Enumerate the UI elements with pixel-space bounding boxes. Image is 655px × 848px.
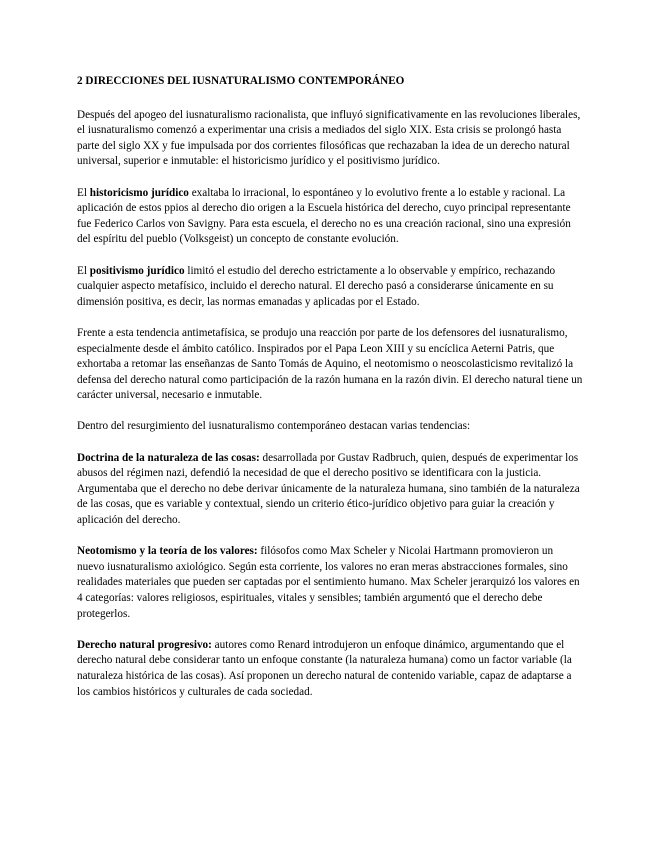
intro-paragraph: Después del apogeo del iusnaturalismo racionalista, que influyó significativamente en las revoluciones liberales, el iusnaturalismo comenzó a experimentar una crisis a mediados del siglo XIX. Esta crisis se prolongó hasta parte del siglo XX y fue impulsada por dos corrientes filosóficas que rechazaban la idea de un derecho natural universal, superior e inmutable: el historicismo jurídico y el positivismo jurídico. [77, 108, 581, 168]
progresivo-paragraph [77, 638, 583, 700]
neotomismo-term: Neotomismo y la teoría de los valores: [77, 545, 258, 558]
historicismo-prefix: El [77, 186, 90, 199]
section-heading: 2 DIRECCIONES DEL IUSNATURALISMO CONTEMPORÁNEO [77, 75, 405, 87]
doctrina-term: Doctrina de la naturaleza de las cosas: [77, 451, 260, 464]
tendencias-intro-paragraph: Dentro del resurgimiento del iusnaturalismo contemporáneo destacan varias tendencias: [77, 420, 471, 433]
document-page [77, 74, 583, 716]
progresivo-term: Derecho natural progresivo: [77, 638, 212, 651]
neotomismo-paragraph [77, 544, 583, 622]
reaccion-paragraph: Frente a esta tendencia antimetafísica, se produjo una reacción por parte de los defensores del iusnaturalismo, especialmente desde el ámbito católico. Inspirados por el Papa Leon XIII y su encíclica Aeterni Patris, que exhortaba a retomar las enseñanzas de Santo Tomás de Aquino, el neotomismo o neoscolasticismo revitalizó la defensa del derecho natural como participación de la razón humana en la razón divin. El derecho natural tiene un carácter universal, necesario e inmutable. [77, 326, 583, 402]
doctrina-text: desarrollada por Gustav Radbruch, quien, después de experimentar los abusos del régimen nazi, defendió la necesidad de que el derecho positivo se identificara con la justicia. Argumentaba que el derecho no debe derivar únicamente de la naturaleza humana, sino también de la naturaleza de las cosas, que es variable y contextual, siendo un criterio ético-jurídico objetivo para guiar la creación y aplicación del derecho. [77, 451, 580, 527]
historicismo-term: historicismo jurídico [89, 186, 189, 199]
neotomismo-text: filósofos como Max Scheler y Nicolai Hartmann promovieron un nuevo iusnaturalismo axiológico. Según esta corriente, los valores no eran meras abstracciones formales, sino realidades materiales que pueden ser captadas por el sentimiento humano. Max Scheler jerarquizó los valores en 4 categorías: valores religiosos, espirituales, vitales y sensibles; también argumentó que el derecho debe protegerlos. [77, 545, 580, 620]
positivismo-paragraph [77, 264, 583, 311]
doctrina-paragraph [77, 451, 583, 529]
historicismo-paragraph [77, 186, 583, 248]
positivismo-prefix: El [77, 264, 90, 277]
positivismo-text: limitó el estudio del derecho estrictamente a lo observable y empírico, rechazando cualquier aspecto metafísico, incluido el derecho natural. El derecho pasó a considerarse únicamente en su dimensión positiva, es decir, las normas emanadas y aplicadas por el Estado. [77, 264, 556, 308]
progresivo-text: autores como Renard introdujeron un enfoque dinámico, argumentando que el derecho natural debe considerar tanto un enfoque constante (la naturaleza humana) como un factor variable (la naturaleza histórica de las cosas). Así proponen un derecho natural de contenido variable, capaz de adaptarse a los cambios históricos y culturales de cada sociedad. [77, 638, 572, 698]
historicismo-text: exaltaba lo irracional, lo espontáneo y lo evolutivo frente a lo estable y racional. La aplicación de estos ppios al derecho dio origen a la Escuela histórica del derecho, cuyo principal representante fue Federico Carlos von Savigny. Para esta escuela, el derecho no es una creación racional, sino una expresión del espíritu del pueblo (Volksgeist) un concepto de constante evolución. [77, 186, 571, 246]
positivismo-term: positivismo jurídico [89, 264, 185, 277]
